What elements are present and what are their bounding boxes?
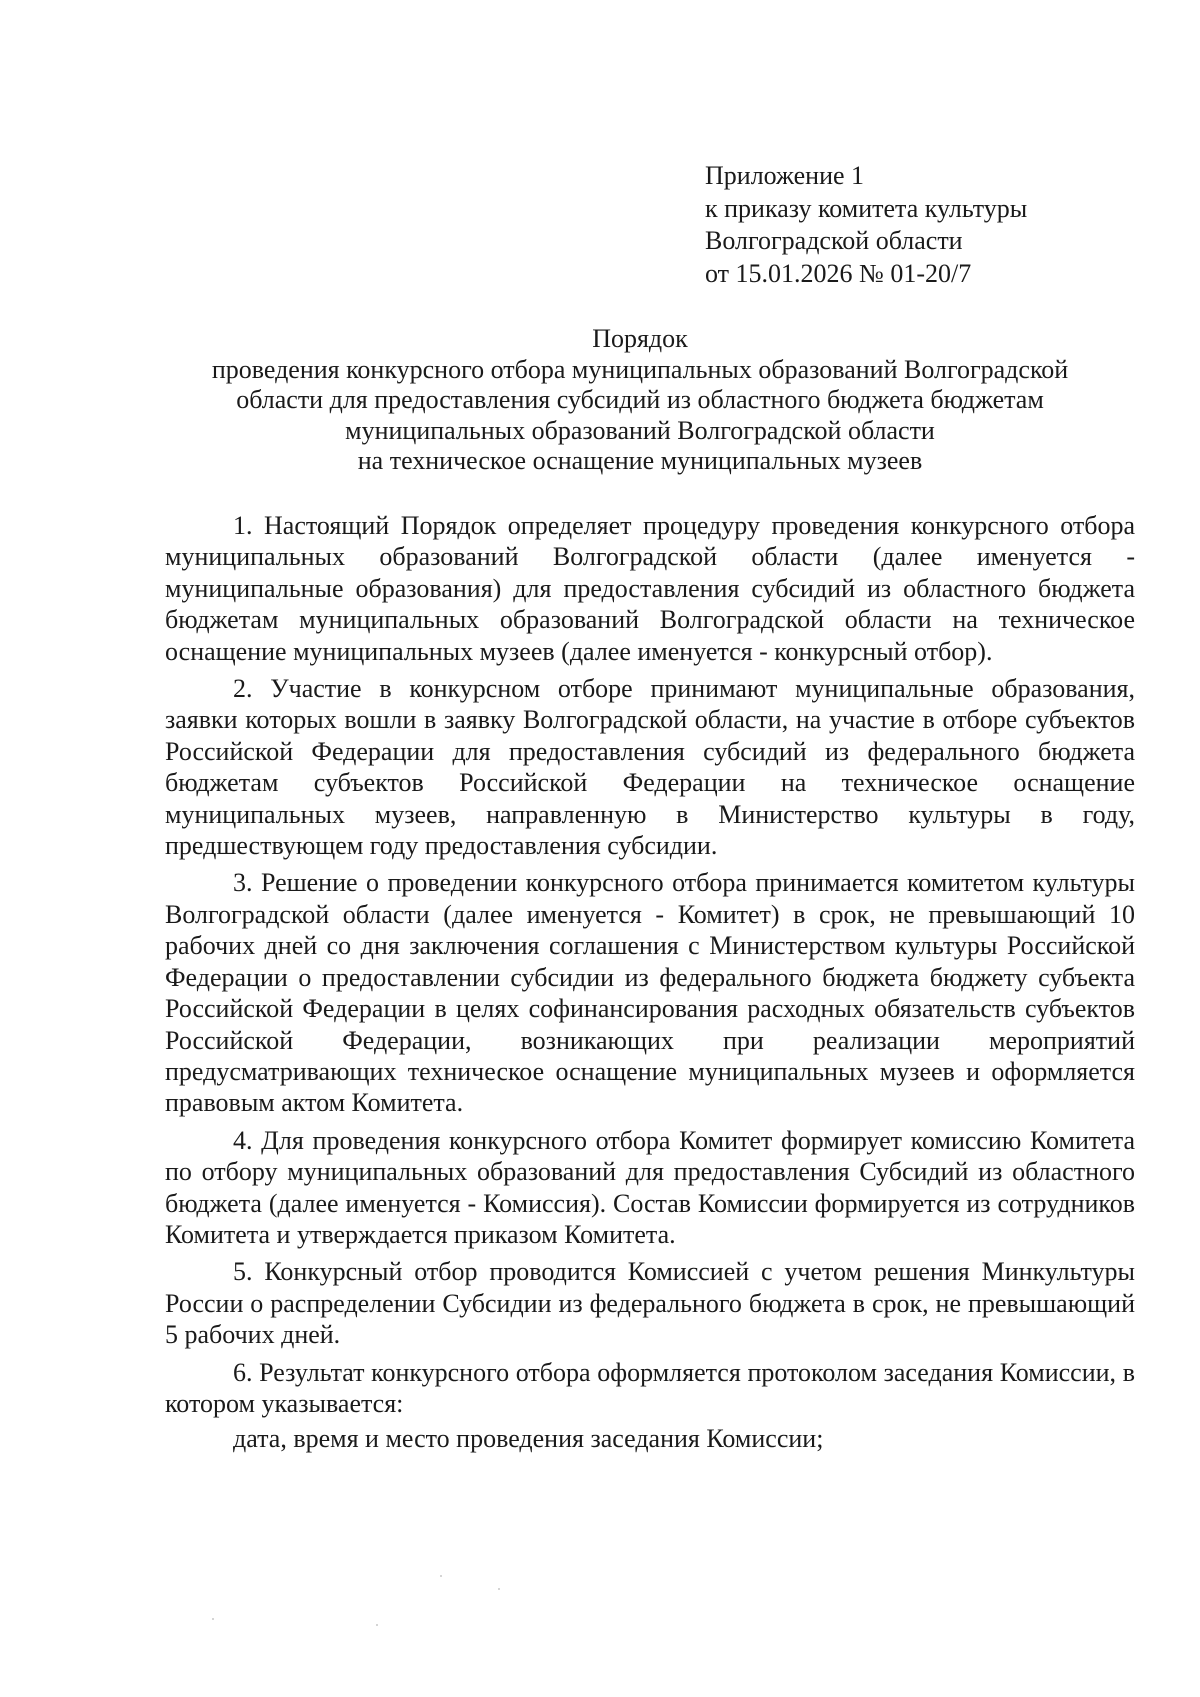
paragraph-1: 1. Настоящий Порядок определяет процедуру проведения конкурсного отбора муниципальных образований Волгоградской области (далее именуется - муниципальные образования) для предоставления субсидий из областного бюджета бюджетам муниципальных образований Волгоградской области на техническое оснащение муниципальных музеев (далее именуется - конкурсный отбор).	[165, 511, 1135, 666]
document-title	[160, 324, 1120, 477]
paragraph-5: 5. Конкурсный отбор проводится Комиссией с учетом решения Минкультуры России о распределении Субсидии из федерального бюджета в срок, не превышающий 5 рабочих дней.	[165, 1257, 1135, 1350]
title-line-2: области для предоставления субсидий из областного бюджета бюджетам	[236, 385, 1044, 414]
paragraph-3: 3. Решение о проведении конкурсного отбора принимается комитетом культуры Волгоградской области (далее именуется - Комитет) в срок, не превышающий 10 рабочих дней со дня заключения соглашения с Министерством культуры Российской Федерации о предоставлении субсидии из федерального бюджета бюджету субъекта Российской Федерации в целях софинансирования расходных обязательств субъектов Российской Федерации, возникающих при реализации мероприятий предусматривающих техническое оснащение муниципальных музеев и оформляется правовым актом Комитета.	[165, 868, 1135, 1118]
approval-line-appendix: Приложение 1	[705, 161, 865, 190]
title-line-4: на техническое оснащение муниципальных музеев	[357, 446, 923, 475]
paragraph-2: 2. Участие в конкурсном отборе принимают муниципальные образования, заявки которых вошли в заявку Волгоградской области, на участие в отборе субъектов Российской Федерации для предоставления субсидий из федерального бюджета бюджетам субъектов Российской Федерации на техническое оснащение муниципальных музеев, направленную в Министерство культуры в году, предшествующем году предоставления субсидии.	[165, 674, 1135, 861]
document-body	[165, 510, 1135, 1455]
title-line-3: муниципальных образований Волгоградской области	[345, 415, 935, 445]
scan-speck	[440, 1575, 442, 1577]
scan-speck	[376, 1624, 378, 1626]
approval-line-order: к приказу комитета культуры	[705, 193, 1028, 223]
paragraph-6: 6. Результат конкурсного отбора оформляется протоколом заседания Комиссии, в котором указывается:	[165, 1357, 1135, 1418]
approval-line-region: Волгоградской области	[705, 226, 963, 255]
scan-speck	[212, 1618, 214, 1620]
approval-line-date-number: от 15.01.2026 № 01-20/7	[705, 258, 972, 288]
paragraph-4: 4. Для проведения конкурсного отбора Комитет формирует комиссию Комитета по отбору муниципальных образований для предоставления Субсидий из областного бюджета (далее именуется - Комиссия). Состав Комиссии формируется из сотрудников Комитета и утверждается приказом Комитета.	[165, 1125, 1135, 1249]
title-line-1: проведения конкурсного отбора муниципальных образований Волгоградской	[211, 354, 1069, 384]
approval-stamp	[705, 160, 1027, 290]
title-heading: Порядок	[592, 324, 688, 353]
paragraph-7: дата, время и место проведения заседания Комиссии;	[233, 1424, 824, 1454]
scan-speck	[498, 1588, 500, 1590]
